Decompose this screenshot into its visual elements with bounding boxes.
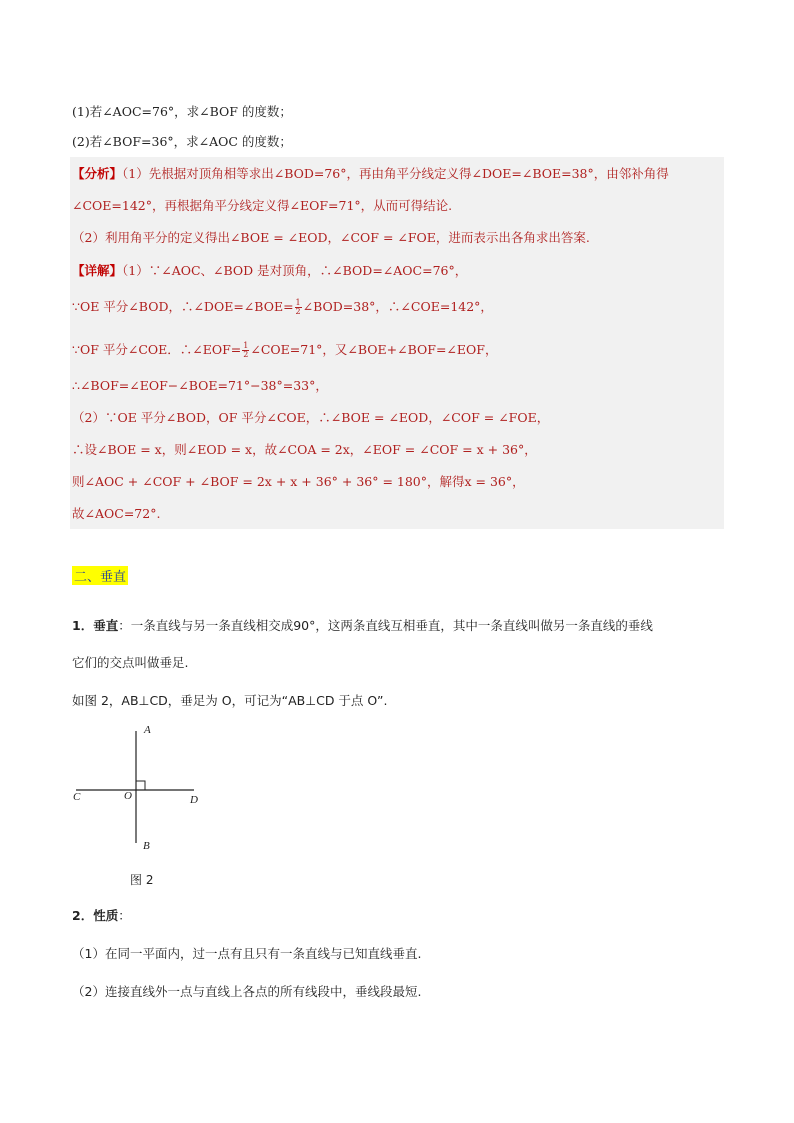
- right-angle-mark: [136, 781, 145, 790]
- detail-line-3: ∵OF 平分∠COE．∴∠EOF= $\frac{1}{2}$ ∠COE=71°，又∠BOE+∠BOF=∠EOF，: [72, 341, 498, 359]
- label-b: B: [143, 840, 150, 852]
- detail-line-6: ∴设∠BOE = x，则∠EOD = x，故∠COA = 2x，∠EOF = ∠COF = x + 36°，: [72, 442, 537, 457]
- analysis-line-3: （2）利用角平分的定义得出∠BOE = ∠EOD，∠COF = ∠FOE，进而表示出各角求出答案.: [72, 230, 590, 245]
- property-1: （1）在同一平面内，过一点有且只有一条直线与已知直线垂直.: [72, 946, 422, 961]
- detail-line-5: （2）∵OE 平分∠BOD，OF 平分∠COE，∴∠BOE = ∠EOD，∠COF = ∠FOE，: [72, 410, 550, 425]
- example-line: 如图 2，AB⊥CD，垂足为 O，可记为“AB⊥CD 于点 O”.: [72, 693, 388, 708]
- question-2: (2)若∠BOF=36°，求∠AOC 的度数；: [72, 134, 292, 149]
- analysis-tag: 【分析】: [72, 166, 123, 181]
- definition-line-2: 它们的交点叫做垂足.: [72, 655, 189, 670]
- property-2: （2）连接直线外一点与直线上各点的所有线段中，垂线段最短.: [72, 984, 422, 999]
- detail-line-4: ∴∠BOF=∠EOF−∠BOE=71°−38°=33°，: [72, 378, 328, 393]
- label-c: C: [73, 791, 81, 803]
- definition-term: 垂直: [93, 618, 119, 633]
- label-a: A: [144, 724, 151, 736]
- detail-line-2: ∵OE 平分∠BOD，∴∠DOE=∠BOE= $\frac{1}{2}$ ∠BOD=38°，∴∠COE=142°，: [72, 298, 493, 316]
- detail-line-7: 则∠AOC + ∠COF + ∠BOF = 2x + x + 36° + 36° = 180°，解得x = 36°，: [72, 474, 525, 489]
- perpendicular-figure: [70, 725, 210, 860]
- label-d: D: [190, 794, 198, 806]
- fraction-half: $\frac{1}{2}$: [295, 298, 301, 316]
- fraction-half-2: $\frac{1}{2}$: [243, 341, 249, 359]
- analysis-line-1: 【分析】（1）先根据对顶角相等求出∠BOD=76°，再由角平分线定义得∠DOE=∠BOE=38°，由邻补角得: [72, 166, 669, 181]
- section-title: 二、垂直: [72, 566, 128, 585]
- detail-line-8: 故∠AOC=72°.: [72, 506, 161, 521]
- property-heading: 2．性质：: [72, 908, 131, 923]
- label-o: O: [124, 790, 132, 802]
- definition-line-1: 1．垂直：一条直线与另一条直线相交成90°，这两条直线互相垂直，其中一条直线叫做另一条直线的垂线: [72, 618, 653, 633]
- detail-line-1: 【详解】（1）∵∠AOC、∠BOD 是对顶角，∴∠BOD=∠AOC=76°，: [72, 263, 468, 278]
- question-1: (1)若∠AOC=76°，求∠BOF 的度数；: [72, 104, 292, 119]
- figure-caption: 图 2: [130, 873, 154, 887]
- analysis-line-2: ∠COE=142°，再根据角平分线定义得∠EOF=71°，从而可得结论.: [72, 198, 453, 213]
- detail-tag: 【详解】: [72, 263, 123, 278]
